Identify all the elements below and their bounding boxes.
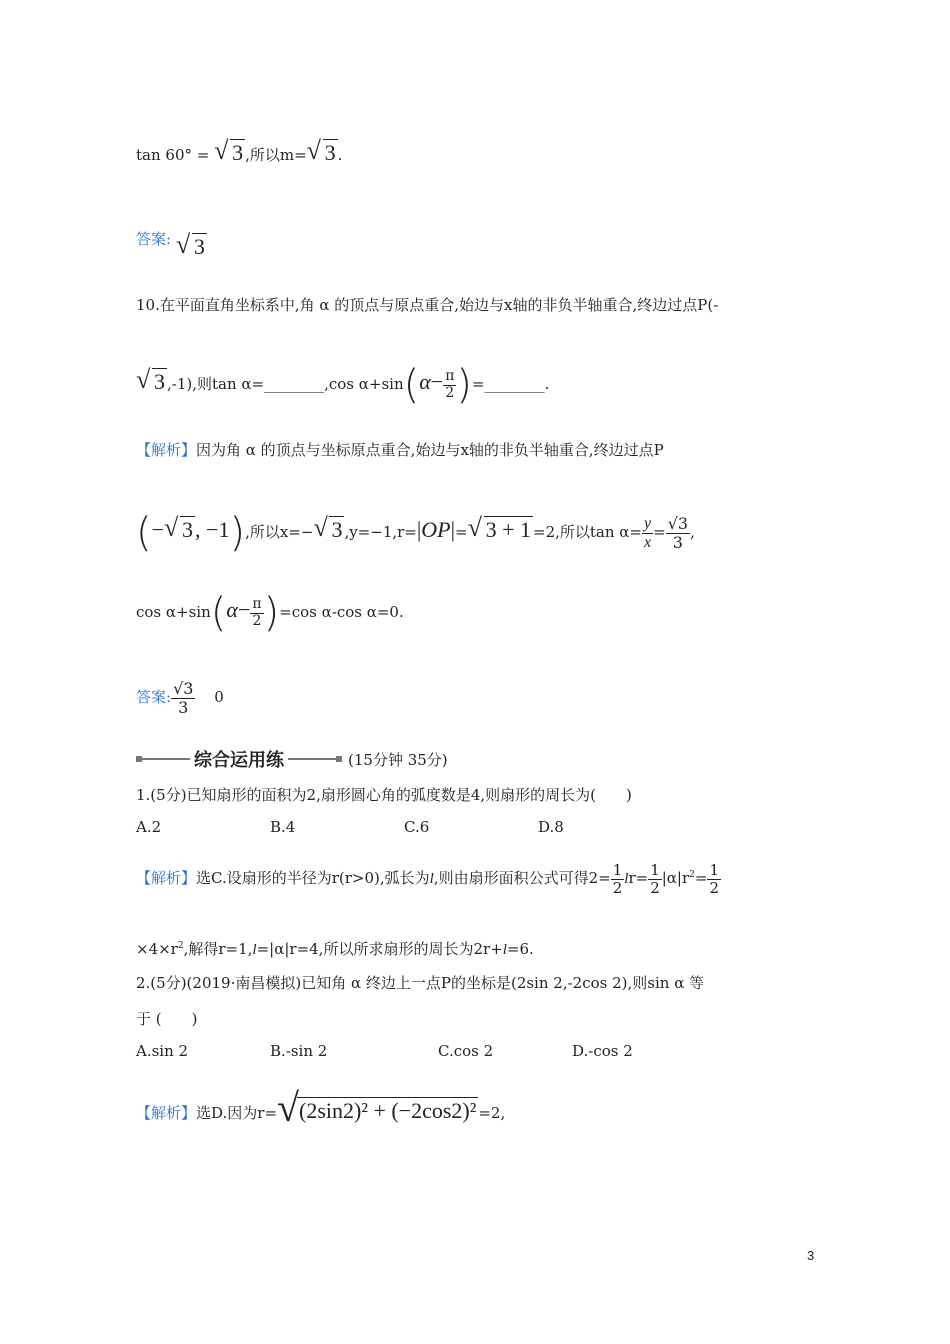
sqrt3: √ 3 bbox=[306, 136, 336, 165]
answer-label: 答案: bbox=[136, 688, 172, 707]
p2-stem-line2: 于 ( ) bbox=[136, 1010, 198, 1028]
sqrt3: √ 3 bbox=[136, 365, 165, 394]
q10-analysis-line1: 【解析】因为角 α 的顶点与坐标原点重合,始边与x轴的非负半轴重合,终边过点P bbox=[136, 441, 664, 459]
sqrt3: √ 3 bbox=[214, 136, 244, 165]
q10-analysis-line3: cos α+sin(α− $\frac{\pi}{2}$ )=cos α-cos α=0. bbox=[136, 590, 404, 636]
q10-stem-line1: 10.在平面直角坐标系中,角 α 的顶点与原点重合,始边与x轴的非负半轴重合,终边过点P(- bbox=[136, 296, 719, 314]
sqrt-radius: √ (2sin2)² + (−2cos2)² bbox=[277, 1085, 477, 1130]
option-a: A.sin 2 bbox=[136, 1042, 189, 1060]
p1-options bbox=[136, 818, 564, 836]
p1-analysis-line1: 【解析】选C.设扇形的半径为r(r>0),弧长为l,则由扇形面积公式可得2= $\frac{1}{2}$ lr= $\frac{1}{2}$ $|\alpha|r^2=$ $\frac{1}{2}$ bbox=[136, 861, 720, 897]
sqrt3: √ 3 bbox=[175, 230, 205, 259]
section-meta: (15分钟 35分) bbox=[348, 750, 448, 769]
p1-stem: 1.(5分)已知扇形的面积为2,扇形圆心角的弧度数是4,则扇形的周长为( ) bbox=[136, 786, 632, 804]
answer-label: 答案: bbox=[136, 230, 172, 248]
bar-line bbox=[288, 758, 336, 760]
p2-options bbox=[136, 1042, 633, 1060]
option-d: D.-cos 2 bbox=[572, 1042, 633, 1060]
page-number: 3 bbox=[807, 1248, 815, 1263]
q10-answer: 答案: $\frac{√3}{3}$ 0 bbox=[136, 679, 224, 717]
q9-tail-line: tan 60° = √ 3 ,所以m= √ 3 . bbox=[136, 136, 343, 165]
option-c: C.6 bbox=[404, 818, 430, 836]
section-header bbox=[136, 747, 448, 771]
sqrt3: √ 3 bbox=[313, 513, 343, 542]
option-c: C.cos 2 bbox=[438, 1042, 494, 1060]
bar-dot bbox=[336, 756, 342, 762]
analysis-label: 【解析】 bbox=[136, 869, 197, 887]
p2-stem-line1: 2.(5分)(2019·南昌模拟)已知角 α 终边上一点P的坐标是(2sin 2,-2cos 2),则sin α 等 bbox=[136, 974, 705, 992]
sqrt3: √ 3 bbox=[164, 513, 194, 542]
section-title: 综合运用练 bbox=[194, 750, 284, 771]
q10-analysis-line2: (− √ 3, −1),所以x=− √ 3 ,y=−1,r=|OP|= √ 3 + 1 =2,所以tan α= $\frac{y}{x}$ = $\frac{√3}{3}$ , bbox=[136, 510, 695, 556]
option-b: B.4 bbox=[270, 818, 296, 836]
p1-analysis-line2: $\times 4\times r^2$,解得r=1,l=|α|r=4,所以所求扇形的周长为2r+l=6. bbox=[136, 940, 534, 958]
p2-analysis: 【解析】选D.因为r= √ (2sin2)² + (−2cos2)² =2, bbox=[136, 1085, 506, 1130]
bar-line bbox=[142, 758, 190, 760]
q9-so-m: ,所以m= bbox=[245, 146, 307, 164]
q9-answer bbox=[136, 224, 207, 259]
option-a: A.2 bbox=[136, 818, 162, 836]
analysis-label: 【解析】 bbox=[136, 1104, 197, 1122]
option-b: B.-sin 2 bbox=[270, 1042, 328, 1060]
q9-tail-text: tan 60° = bbox=[136, 146, 210, 164]
q10-stem-line2: √ 3 ,-1),则tan α=________,cos α+sin(α− $\frac{\pi}{2}$ )=________. bbox=[136, 362, 550, 408]
sqrt-3-plus-1: √ 3 + 1 bbox=[467, 513, 532, 542]
option-d: D.8 bbox=[538, 818, 564, 836]
analysis-label: 【解析】 bbox=[136, 441, 197, 459]
